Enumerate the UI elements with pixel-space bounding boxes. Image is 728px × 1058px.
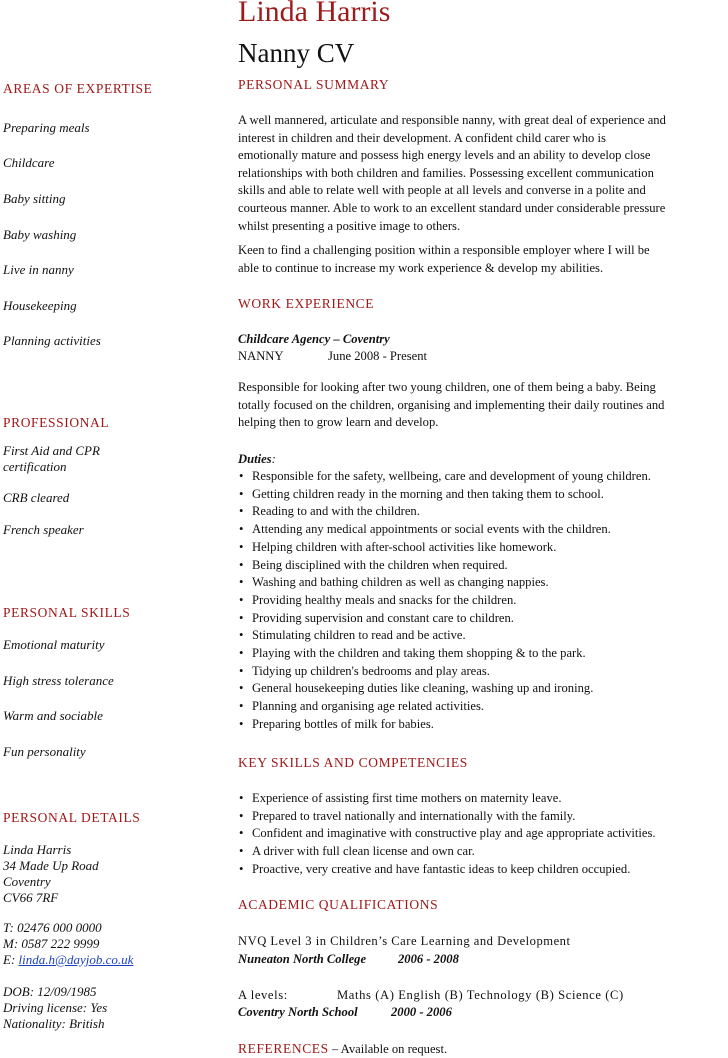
- list-item: • A driver with full clean license and own car.: [238, 843, 728, 861]
- expertise-item: Preparing meals: [3, 120, 90, 135]
- expertise-item: Housekeeping: [3, 298, 77, 313]
- list-item: • Confident and imaginative with constructive play and age appropriate activities.: [238, 825, 728, 843]
- professional-heading: PROFESSIONAL: [3, 415, 110, 430]
- summary-heading: PERSONAL SUMMARY: [238, 77, 390, 92]
- duties-label-row: Duties:: [238, 452, 276, 466]
- list-item: • Being disciplined with the children when required.: [238, 557, 728, 575]
- role-dates: June 2008 - Present: [328, 349, 427, 363]
- mobile-number: M: 0587 222 9999: [3, 936, 100, 951]
- references-row: [238, 1040, 447, 1058]
- alevels-label: A levels:: [238, 988, 288, 1002]
- professional-item: First Aid and CPR certification: [3, 443, 100, 474]
- nationality: Nationality: British: [3, 1016, 105, 1031]
- list-item: • Proactive, very creative and have fantastic ideas to keep children occupied.: [238, 861, 728, 879]
- personal-skill-item: Fun personality: [3, 744, 86, 759]
- expertise-item: Childcare: [3, 155, 55, 170]
- personal-details-heading: PERSONAL DETAILS: [3, 810, 141, 825]
- professional-item: CRB cleared: [3, 490, 70, 505]
- nvq-school: Nuneaton North College: [238, 952, 367, 966]
- references-text: – Available on request.: [328, 1042, 448, 1056]
- list-item: • Providing supervision and constant care to children.: [238, 610, 728, 628]
- list-item: • Planning and organising age related activities.: [238, 698, 728, 716]
- list-item: • Washing and bathing children as well as changing nappies.: [238, 574, 728, 592]
- duties-label: Duties: [238, 452, 272, 466]
- references-label: REFERENCES: [238, 1041, 329, 1056]
- list-item: • Responsible for the safety, wellbeing, care and development of young children.: [238, 468, 728, 486]
- alevels-school: Coventry North School: [238, 1005, 358, 1019]
- phone-number: T: 02476 000 0000: [3, 920, 102, 935]
- alevels-subjects: Maths (A) English (B) Technology (B) Science (C): [337, 988, 624, 1002]
- address-line: CV66 7RF: [3, 890, 59, 905]
- summary-line: Keen to find a challenging position within a responsible employer where I will be: [238, 243, 650, 257]
- address-line: Coventry: [3, 874, 51, 889]
- nvq-qualification: NVQ Level 3 in Children’s Care Learning and Development: [238, 934, 571, 948]
- summary-line: relationships with both children and families. Possessing excellent communication: [238, 165, 654, 180]
- list-item: • Attending any medical appointments or social events with the children.: [238, 521, 728, 539]
- professional-item: French speaker: [3, 522, 84, 537]
- summary-line: skills and able to relate well with people at all levels and converse in a polite and: [238, 183, 646, 198]
- summary-paragraph: [238, 112, 728, 235]
- personal-skill-item: Warm and sociable: [3, 708, 103, 723]
- summary-line: able to continue to increase my work experience & develop my abilities.: [238, 260, 604, 275]
- list-item: • Reading to and with the children.: [238, 503, 728, 521]
- list-item: • Preparing bottles of milk for babies.: [238, 716, 728, 734]
- nvq-dates: 2006 - 2008: [398, 952, 459, 966]
- expertise-heading: AREAS OF EXPERTISE: [3, 81, 153, 96]
- alevels-dates: 2000 - 2006: [391, 1005, 452, 1019]
- list-item: • Tidying up children's bedrooms and play areas.: [238, 663, 728, 681]
- date-of-birth: DOB: 12/09/1985: [3, 984, 97, 999]
- employer: Childcare Agency – Coventry: [238, 332, 390, 346]
- duties-list: [238, 468, 728, 734]
- academic-heading: ACADEMIC QUALIFICATIONS: [238, 897, 439, 912]
- skills-heading: KEY SKILLS AND COMPETENCIES: [238, 755, 468, 770]
- description-line: Responsible for looking after two young children, one of them being a baby. Being: [238, 380, 656, 394]
- cv-subtitle: Nanny CV: [238, 38, 355, 68]
- list-item: • Getting children ready in the morning and then taking them to school.: [238, 486, 728, 504]
- expertise-item: Baby washing: [3, 227, 77, 242]
- summary-line: A well mannered, articulate and responsible nanny, with great deal of experience and: [238, 113, 666, 127]
- personal-skill-item: Emotional maturity: [3, 637, 105, 652]
- expertise-item: Baby sitting: [3, 191, 66, 206]
- summary-line: whilst presenting a positive image to others.: [238, 218, 461, 233]
- description-line: helping then to grow learn and develop.: [238, 415, 439, 430]
- cv-name: Linda Harris: [238, 0, 391, 28]
- summary-goal-paragraph: [238, 242, 728, 277]
- work-heading: WORK EXPERIENCE: [238, 296, 375, 311]
- list-item: • Providing healthy meals and snacks for the children.: [238, 592, 728, 610]
- list-item: • Playing with the children and taking them shopping & to the park.: [238, 645, 728, 663]
- driving-license: Driving license: Yes: [3, 1000, 108, 1015]
- description-line: totally focused on the children, organising and implementing their daily routines and: [238, 397, 665, 412]
- email-label: E:: [3, 952, 19, 967]
- summary-line: emotionally mature and possess high energy levels and an ability to develop close: [238, 148, 651, 163]
- list-item: • Prepared to travel nationally and internationally with the family.: [238, 808, 728, 826]
- summary-line: courteous manner. Able to work to an excellent standard under considerable pressure: [238, 200, 666, 215]
- list-item: • Experience of assisting first time mothers on maternity leave.: [238, 790, 728, 808]
- email-link[interactable]: linda.h@dayjob.co.uk: [18, 952, 134, 967]
- expertise-item: Live in nanny: [3, 262, 74, 277]
- personal-skills-heading: PERSONAL SKILLS: [3, 605, 131, 620]
- work-description: [238, 379, 728, 432]
- personal-skill-item: High stress tolerance: [3, 673, 114, 688]
- list-item: • Helping children with after-school activities like homework.: [238, 539, 728, 557]
- summary-line: interest in children and their development. A confident child carer who is: [238, 130, 606, 145]
- address-line: Linda Harris: [3, 842, 72, 857]
- list-item: • Stimulating children to read and be active.: [238, 627, 728, 645]
- skills-list: [238, 790, 728, 879]
- address-line: 34 Made Up Road: [3, 858, 99, 873]
- email-row: [3, 952, 133, 968]
- expertise-item: Planning activities: [3, 333, 101, 348]
- role: NANNY: [238, 349, 284, 363]
- list-item: • General housekeeping duties like cleaning, washing up and ironing.: [238, 680, 728, 698]
